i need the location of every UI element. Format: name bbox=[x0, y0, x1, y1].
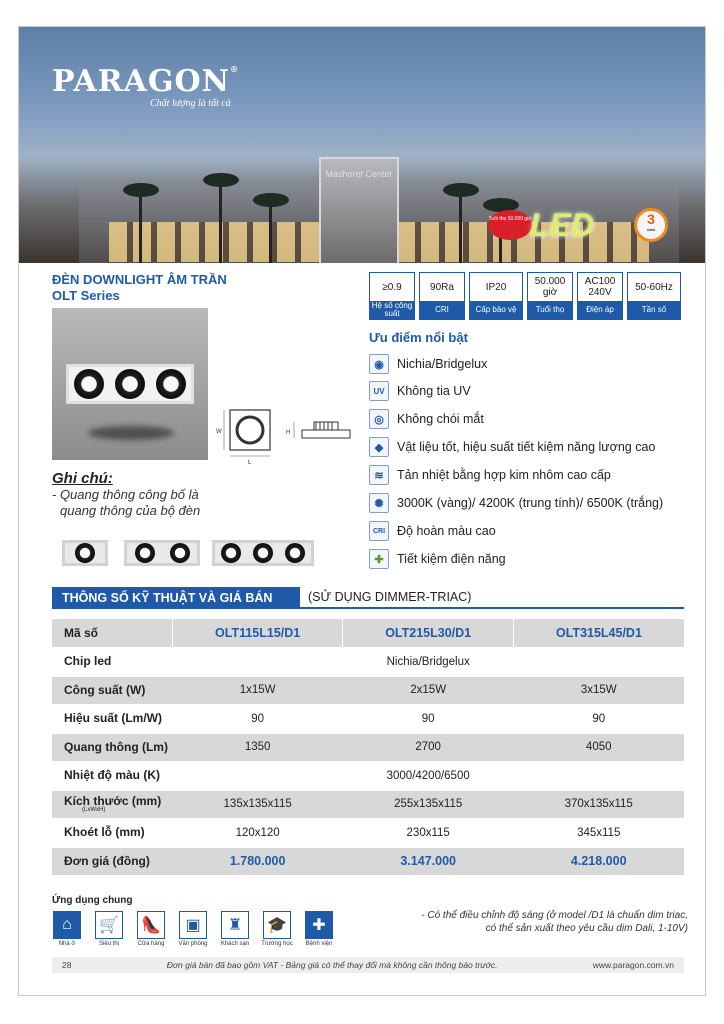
model-code: OLT115L15/D1 bbox=[172, 619, 343, 648]
spec-card-ip: IP20 Cấp bảo vệ bbox=[469, 272, 523, 320]
spec-card-lifetime: 50.000 giờ Tuổi thọ bbox=[527, 272, 573, 320]
advantage-item: ◆ Vật liệu tốt, hiệu suất tiết kiệm năng lượng cao bbox=[369, 437, 655, 457]
double-fixture bbox=[124, 540, 200, 566]
table-cell: 1350 bbox=[172, 733, 343, 762]
lifetime-badge: Tuổi thọ 50.000 giờ bbox=[488, 210, 532, 240]
row-label: Mã số bbox=[52, 619, 172, 648]
eye-icon: ◎ bbox=[369, 409, 389, 429]
heatsink-icon: ≋ bbox=[369, 465, 389, 485]
table-cell: 3000/4200/6500 bbox=[172, 762, 684, 791]
cart-icon: 🛒 bbox=[95, 911, 123, 939]
spec-card-frequency: 50-60Hz Tần số bbox=[627, 272, 681, 320]
spec-card-voltage: AC100 240V Điện áp bbox=[577, 272, 623, 320]
application-item: 🛒 Siêu thị bbox=[94, 911, 124, 947]
brand-logo: PARAGON® bbox=[52, 64, 240, 99]
table-cell: 2x15W bbox=[343, 676, 514, 705]
note-title: Ghi chú: bbox=[52, 470, 113, 487]
advantage-item: ✺ 3000K (vàng)/ 4200K (trung tính)/ 6500K (trắng) bbox=[369, 493, 663, 513]
table-cell: 345x115 bbox=[513, 819, 684, 848]
table-cell: 135x135x115 bbox=[172, 790, 343, 819]
house-icon: ⌂ bbox=[53, 911, 81, 939]
table-row bbox=[52, 762, 684, 791]
led-badge: LED bbox=[530, 207, 594, 243]
table-cell: Nichia/Bridgelux bbox=[172, 648, 684, 677]
model-code: OLT215L30/D1 bbox=[343, 619, 514, 648]
table-header-row bbox=[52, 619, 684, 648]
section-subtitle: (SỬ DỤNG DIMMER-TRIAC) bbox=[308, 590, 472, 604]
product-title-line1: ĐÈN DOWNLIGHT ÂM TRẦN bbox=[52, 272, 227, 287]
advantage-item: ◎ Không chói mắt bbox=[369, 409, 484, 429]
application-item: ▣ Văn phòng bbox=[178, 911, 208, 947]
shoe-icon: 👠 bbox=[137, 911, 165, 939]
row-label: Chip led bbox=[52, 648, 172, 677]
table-row bbox=[52, 676, 684, 705]
hotel-icon: ♜ bbox=[221, 911, 249, 939]
graduation-icon: 🎓 bbox=[263, 911, 291, 939]
single-fixture bbox=[62, 540, 108, 566]
product-title bbox=[52, 272, 227, 304]
palm-tree bbox=[139, 193, 142, 263]
advantages-title: Ưu điểm nổi bật bbox=[369, 330, 468, 345]
hospital-icon: ✚ bbox=[305, 911, 333, 939]
dimming-note-line-2: có thể sản xuất theo yêu cầu dim Dali, 1-10V) bbox=[485, 923, 688, 934]
model-code: OLT315L45/D1 bbox=[513, 619, 684, 648]
mall-tower bbox=[319, 157, 399, 263]
drawing-label-l: L bbox=[248, 460, 252, 466]
cri-icon: CRI bbox=[369, 521, 389, 541]
application-item: ✚ Bệnh viện bbox=[304, 911, 334, 947]
application-item: 👠 Cửa hàng bbox=[136, 911, 166, 947]
row-label: Kích thước (mm) (LxWxH) bbox=[52, 790, 172, 819]
diamond-icon: ◆ bbox=[369, 437, 389, 457]
application-item: ⌂ Nhà ở bbox=[52, 911, 82, 947]
palm-tree bbox=[459, 193, 462, 263]
table-cell: 3x15W bbox=[513, 676, 684, 705]
table-cell: 90 bbox=[513, 705, 684, 734]
drawing-label-w: W bbox=[216, 429, 222, 435]
spec-card-power-factor: ≥0.9 Hệ số công suất bbox=[369, 272, 415, 320]
table-cell: 2700 bbox=[343, 733, 514, 762]
table-cell: 90 bbox=[343, 705, 514, 734]
advantage-item: ◉ Nichia/Bridgelux bbox=[369, 354, 487, 374]
building-sign: Mashoref Center bbox=[325, 169, 393, 179]
uv-icon: UV bbox=[369, 381, 389, 401]
applications-list bbox=[52, 911, 334, 947]
page-footer bbox=[52, 957, 684, 973]
row-label: Khoét lỗ (mm) bbox=[52, 819, 172, 848]
advantage-item: ✚ Tiết kiệm điện năng bbox=[369, 549, 506, 569]
color-temp-icon: ✺ bbox=[369, 493, 389, 513]
row-label: Quang thông (Lm) bbox=[52, 733, 172, 762]
spec-table bbox=[52, 619, 684, 876]
palm-tree bbox=[269, 203, 272, 263]
spec-cards bbox=[369, 272, 681, 320]
table-cell: 120x120 bbox=[172, 819, 343, 848]
website-link[interactable]: www.paragon.com.vn bbox=[592, 960, 674, 970]
table-row bbox=[52, 790, 684, 819]
technical-drawing bbox=[214, 408, 364, 468]
spec-card-cri: 90Ra CRI bbox=[419, 272, 465, 320]
row-label: Đơn giá (đồng) bbox=[52, 847, 172, 876]
triple-fixture bbox=[212, 540, 314, 566]
table-row bbox=[52, 819, 684, 848]
price-value: 1.780.000 bbox=[172, 847, 343, 876]
row-label: Hiệu suất (Lm/W) bbox=[52, 705, 172, 734]
price-value: 4.218.000 bbox=[513, 847, 684, 876]
row-label: Công suất (W) bbox=[52, 676, 172, 705]
row-sublabel: (LxWxH) bbox=[82, 806, 106, 813]
advantage-item: CRI Độ hoàn màu cao bbox=[369, 521, 496, 541]
table-row bbox=[52, 705, 684, 734]
dimming-note-line-1: - Có thể điều chỉnh độ sáng (ở model /D1 là chuẩn dim triac, bbox=[421, 910, 688, 921]
table-cell: 230x115 bbox=[343, 819, 514, 848]
product-series: OLT Series bbox=[52, 288, 120, 303]
warranty-badge: 3 năm bbox=[634, 208, 668, 242]
triple-downlight bbox=[66, 364, 194, 404]
application-item: ♜ Khách sạn bbox=[220, 911, 250, 947]
section-title: THÔNG SỐ KỸ THUẬT VÀ GIÁ BÁN bbox=[52, 587, 300, 609]
applications-title: Ứng dụng chung bbox=[52, 895, 133, 906]
application-item: 🎓 Trường học bbox=[262, 911, 292, 947]
chip-icon: ◉ bbox=[369, 354, 389, 374]
palm-tree bbox=[219, 183, 222, 263]
product-photo bbox=[52, 308, 208, 460]
advantage-item: UV Không tia UV bbox=[369, 381, 471, 401]
table-cell: 370x135x115 bbox=[513, 790, 684, 819]
brand-slogan: Chất lượng là tất cả bbox=[150, 98, 231, 109]
drawing-label-h: H bbox=[286, 430, 291, 436]
table-row bbox=[52, 648, 684, 677]
note-line-1: - Quang thông công bố là bbox=[52, 487, 199, 502]
row-label: Nhiệt độ màu (K) bbox=[52, 762, 172, 791]
note-line-2: quang thông của bộ đèn bbox=[60, 503, 201, 518]
table-cell: 255x135x115 bbox=[343, 790, 514, 819]
section-header bbox=[52, 587, 684, 609]
table-cell: 1x15W bbox=[172, 676, 343, 705]
price-value: 3.147.000 bbox=[343, 847, 514, 876]
table-cell: 4050 bbox=[513, 733, 684, 762]
advantage-item: ≋ Tản nhiệt bằng hợp kim nhôm cao cấp bbox=[369, 465, 611, 485]
computer-icon: ▣ bbox=[179, 911, 207, 939]
table-cell: 90 bbox=[172, 705, 343, 734]
price-row bbox=[52, 847, 684, 876]
footer-disclaimer: Đơn giá bán đã bao gồm VAT - Bảng giá có thể thay đổi mà không cần thông báo trước. bbox=[166, 960, 498, 970]
page-number: 28 bbox=[62, 960, 72, 970]
table-row bbox=[52, 733, 684, 762]
energy-icon: ✚ bbox=[369, 549, 389, 569]
